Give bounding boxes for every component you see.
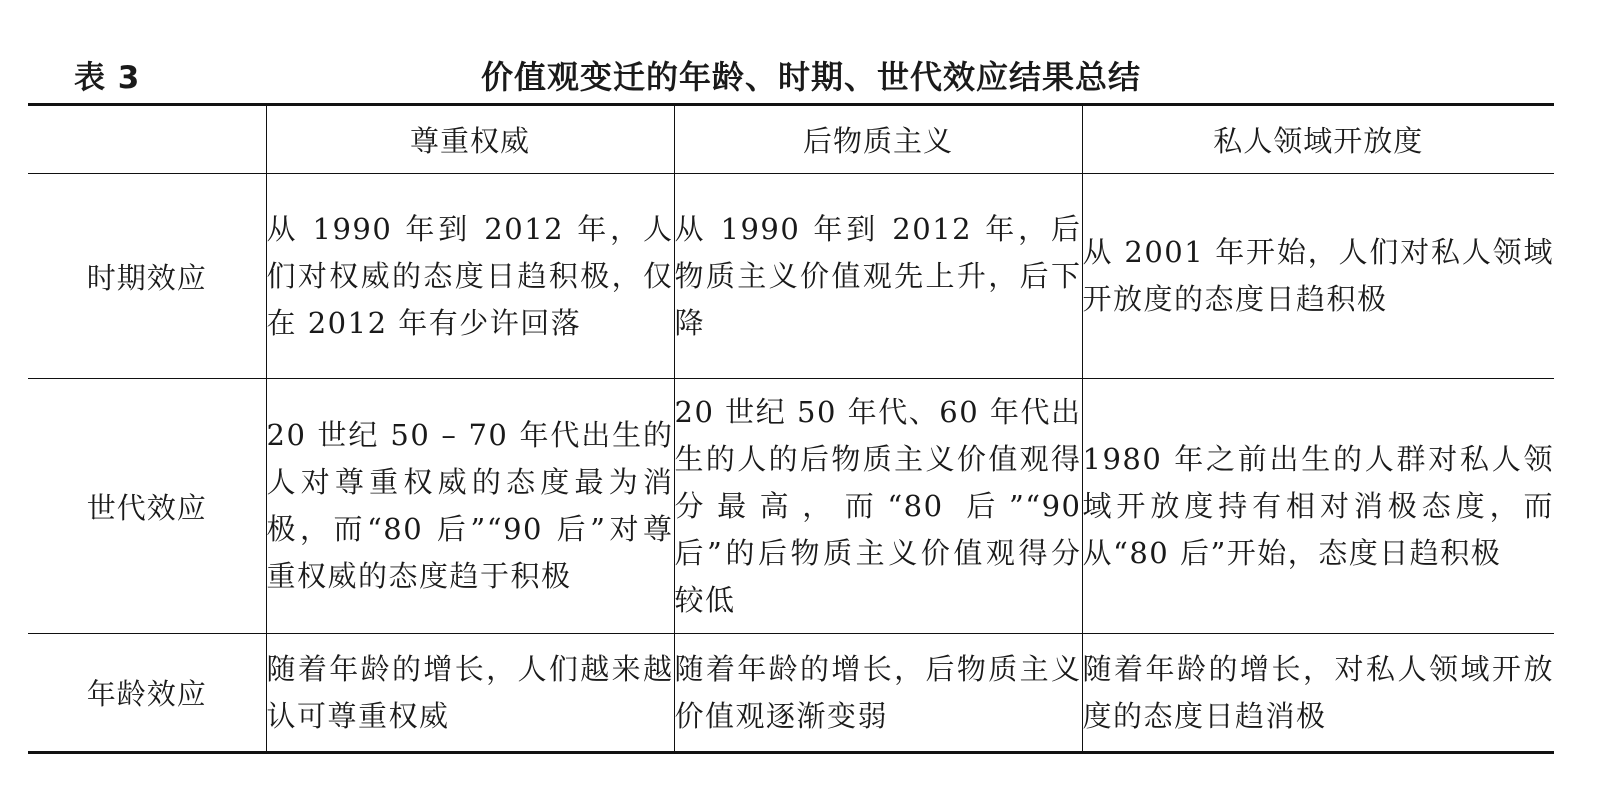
summary-table (28, 103, 1554, 754)
table-cell: 随着年龄的增长，后物质主义价值观逐渐变弱 (674, 634, 1082, 753)
header-cell-respect-authority: 尊重权威 (266, 105, 674, 174)
header-cell-empty (28, 105, 266, 174)
table-cell: 从 1990 年到 2012 年，人们对权威的态度日趋积极，仅在 2012 年有少许回落 (266, 174, 674, 379)
table-caption (28, 42, 1554, 98)
table-cell: 随着年龄的增长，对私人领域开放度的态度日趋消极 (1082, 634, 1554, 753)
table-row (28, 379, 1554, 634)
row-label-age-effect: 年龄效应 (86, 677, 207, 711)
table-row (28, 634, 1554, 753)
table-cell: 从 1990 年到 2012 年，后物质主义价值观先上升，后下降 (674, 174, 1082, 379)
table-cell: 20 世纪 50 – 70 年代出生的人对尊重权威的态度最为消极，而“80 后”“90 后”对尊重权威的态度趋于积极 (266, 379, 674, 634)
header-cell-private-openness: 私人领域开放度 (1082, 105, 1554, 174)
header-cell-post-materialism: 后物质主义 (674, 105, 1082, 174)
header-row (28, 105, 1554, 174)
table-cell: 随着年龄的增长，人们越来越认可尊重权威 (266, 634, 674, 753)
row-label-period-effect: 时期效应 (28, 174, 266, 379)
table-cell: 20 世纪 50 年代、60 年代出生的人的后物质主义价值观得分最高，而“80 后”“90 后”的后物质主义价值观得分较低 (674, 379, 1082, 634)
table-cell: 1980 年之前出生的人群对私人领域开放度持有相对消极态度，而从“80 后”开始，态度日趋积极 (1082, 379, 1554, 634)
table-row (28, 174, 1554, 379)
table-title: 价值观变迁的年龄、时期、世代效应结果总结 (480, 58, 1141, 96)
row-label-cohort-effect: 世代效应 (28, 379, 266, 634)
table-cell: 从 2001 年开始，人们对私人领域开放度的态度日趋积极 (1082, 174, 1554, 379)
table-label: 表 3 (74, 60, 141, 96)
